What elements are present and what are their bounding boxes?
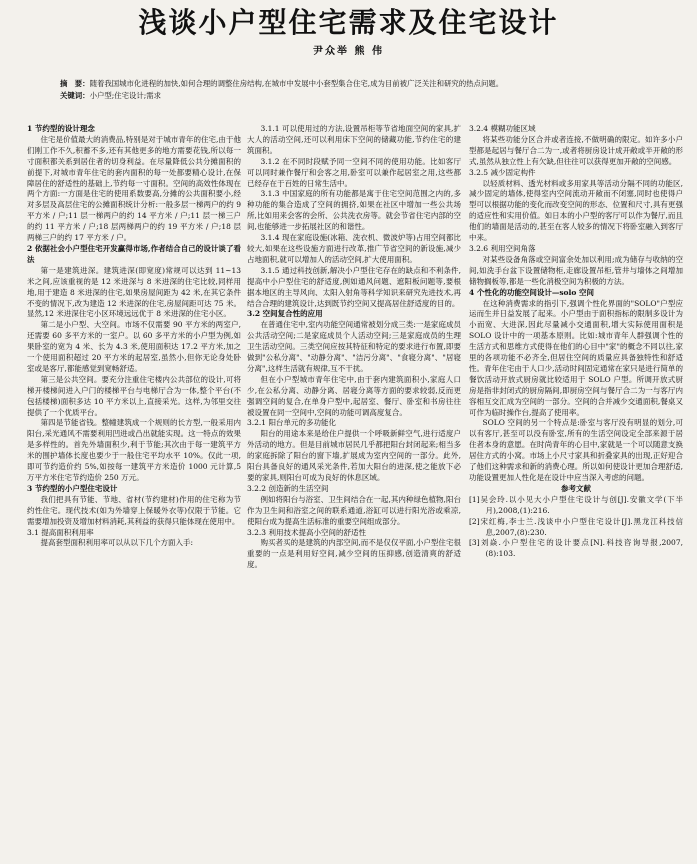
paper-title: 浅谈小户型住宅需求及住宅设计	[138, 6, 559, 39]
section-heading: 3.2 空间复合性的应用	[247, 309, 323, 319]
section-heading: 3.2.5 减少固定构件	[469, 167, 536, 177]
paragraph: 我们把具有节能、节地、省材(节约建材)作用的住宅称为节约性住宅。现代技术(如为外墙穿上保暖外衣等)仅限于节能。它需要增加投资及增加材料消耗,其利益的获得只能体现在使用中。	[27, 494, 241, 526]
paragraph: 3.1.5 通过科技创新,解决小户型住宅存在的缺点和不利条件,提高中小户型住宅的舒适度,例如通风问题、遮阳板问题等,要根据本地区的主导风向、太阳入射角等科学知识来研究先进技术,再结合合理的建筑设计,达到既节约空间又提高居住舒适度的目的。	[247, 265, 461, 308]
abstract-label: 摘 要：	[60, 79, 90, 88]
paragraph: SOLO 空间的另一个特点是:卧室与客厅没有明显的划分,可以有客厅,甚至可以没有卧室,所有的生活空间设定全部来源于居住者本身的意愿。在时尚青年的心目中,家就是一个可以随意支换居住方式的小窝。市场上小尺寸家具和折叠家具的出现,正好迎合了他们这种需求和新的消费心理。所以如何使设计更加合理舒适,功能设置更加人性化是在设计中应当深入考虑的问题。	[469, 418, 683, 482]
paragraph: 但在小户型城市青年住宅中,由于套内建筑面积小,家庭人口少,在公私分离、动静分离、居寝分离等方面的要求较弱,反而更强调空间的复合,在单身户型中,起居室、餐厅、卧室和书房往往被设置在同一空间中,空间的功能可调高度复合。	[247, 374, 461, 417]
reference-item: [2]宋红梅,李士兰.浅谈中小户型住宅设计[J].黑龙江科技信息,2007,(8):230.	[469, 516, 683, 537]
paragraph: 第一是建筑进深。建筑进深(即宽度)常规可以达到 11~13 米之间,应该重视的是 12 米进深与 8 米进深的住宅比较,同样用地,用于建造 8 米进深的住宅,如果房屋间距为 42 米,在其它条件不变的情况下,改为建造 12 米进深的住宅,房屋间距可达 75 米。显然,12 米进深住宅小区环境远远优于 8 米进深的住宅小区。	[27, 265, 241, 319]
paragraph: 3.1.1 可以使用过的方法,设置吊柜等节省地面空间的家具,扩大人的活动空间,还可以利用床下空间的储藏功能,节约住宅的建筑面积。	[247, 124, 461, 155]
section-heading: 3.2.3 利用技术提高小空间的舒适性	[247, 527, 366, 537]
column-3	[469, 124, 683, 864]
paragraph: 将某些功能分区合并或者连接,不做明确的限定。如许多小户型都是起居与餐厅合二为一,或者将厨房设计成开敞或半开敞的形式,虽然从独立性上有欠缺,但往往可以获得更加开敞的空间感。	[469, 134, 683, 166]
section-heading: 参考文献	[561, 483, 591, 493]
authors: 尹众举 熊 伟	[313, 46, 384, 57]
column-1	[27, 124, 241, 864]
section-heading: 4 个性化的功能空间设计—solo 空间	[469, 287, 595, 297]
keywords	[60, 91, 650, 102]
paragraph: 住宅是价值最大的消费品,特别是对于城市青年的住宅,由于他们刚工作不久,积蓄不多,还有其他更多的地方需要花钱,所以每一寸面积都关系到居住者的切身利益。在尽量降低公共分摊面积的前提下,对城市青年住宅的套内面积的每一处都要精心设计,在保障居住的舒适性的基础上,节约每一寸面积。空间的高效性体现在两个方面:一方面是住宅的使用系数要高,分摊的公共面积要小,经对多层及高层住宅的公摊面积统计分析:一般多层一梯两户的约 9 平方米 / 户;11 层一梯两户的约 14 平方米 / 户;11 层一梯三户的约 11 平方米 / 户;18 层两梯两户的约 19 平方米 / 户;18 层两梯三户的约 17 平方米 / 户。	[27, 134, 241, 243]
paragraph: 在普通住宅中,室内功能空间通常被划分成三类:一是家庭成员公共活动空间;二是家庭成员个人活动空间;三是家庭成员的生理卫生活动空间。三类空间应按其特征和特定的要求进行布置,即要做到"公私分离"、"动静分离"、"洁污分离"、"食寝分离"、"居寝分离",这样生活就有规律,互不干扰。	[247, 320, 461, 373]
keywords-label: 关键词：	[60, 91, 90, 100]
keywords-text: 小户型;住宅设计;需求	[89, 91, 162, 100]
paragraph: 3.1.4 现在家庭设施(冰箱、洗衣机、微波炉等)占用空间都比较大,如果在这些设施方面进行改革,推广节省空间的新设施,减少占地面积,就可以增加人的活动空间,扩大使用面积。	[247, 233, 461, 264]
reference-item: [1]吴会玲.以小见大小户型住宅设计与创[J].安徽文学(下半月),2008,(1):216.	[469, 494, 683, 515]
abstract	[60, 79, 650, 90]
paragraph: 购买者买的是建筑的内部空间,而不是仅仅平面,小户型住宅很重要的一点是利用好空间,减少空间的压抑感,创造清爽的舒适度。	[247, 538, 461, 570]
reference-item: [3]刘焱.小户型住宅的设计要点[N].科技咨询导报,2007,(8):103.	[469, 538, 683, 559]
paragraph: 3.1.2 在不同时段赋予同一空间不同的使用功能。比如客厅可以同时兼作餐厅和会客之用,卧室可以兼作起居室之用,这些都已经存在于百姓的日常生活中。	[247, 156, 461, 188]
paragraph: 对某些设备角落或空间富余处加以利用;成为储存与收纳的空间,如洗手台盆下设置储物柜,走廊设置吊柜,管井与墙体之间增加储物搁板等,都是一些化消极空间为积极的方法。	[469, 254, 683, 286]
paragraph: 以轻质材料、透光材料或多用家具等活动分隔不同的功能区,减少固定的墙体,使得室内空间流动开敞而不闭塞,同时也使得户型可以根据功能的变化而改变空间的形态、位置和尺寸,具有更强的适应性和实用价值。如日本的小户型的客厅可以作为餐厅,而且他们的墙面是活动的,甚至在客人较多的情况下将卧室融入到客厅中来。	[469, 178, 683, 243]
paragraph: 第三是公共空间。要充分注重住宅楼内公共部位的设计,可将梯开楼梯间进入户门的楼梯平台与电梯厅合为一体,整个平台(不包括楼梯)面积多达 10 平方米以上,直接采光。这样,为邻里交往提供了一个优质平台。	[27, 374, 241, 417]
paragraph: 3.1.3 中国家庭的所有功能都是寓于住宅空间范围之内的,多种功能的集合造成了空间的拥挤,如果在社区中增加一些公共场所,比如用来会客的会所、公共洗衣房等。就会节省住宅内部的空间,也能够进一步拓展社区的和谐性。	[247, 189, 461, 232]
paragraph: 第四是节能省钱。整幢建筑成一个规则的长方型,一般采用内阳台,采光通风不需要利用凹进或凸出就能实现。这一特点的效果是多样性的。首先外墙面积少,利于节能;其次由于每一建筑平方米的围护墙体长度也要少于一般住宅平均水平 10%。仅此一项,即可节约造价约 5%,如按每一建筑平方米造价 1000 元计算,5 万平方米住宅节约造价 250 万元。	[27, 418, 241, 482]
paragraph: 在这种消费需求的指引下,强调个性化界面的"SOLO"户型应运而生并日益发展了起来。小户型由于面积指标的限制多设计为小而宽、大进深,因此尽量减小交通面积,增大实际使用面积是 SOLO 设计中的一项基本原则。比如:城市青年人群强调个性的生活方式和思维方式使得在他们的心目中"家"的概念不同以往,家里的各项功能不必齐全,但居住空间的质量应具备独特性和舒适性。青年住宅由于人口少,活动时间固定通常在家只是进行简单的餐饮活动开放式厨房就比较适用于 SOLO 户型。所调开放式厨房是指非封闭式的厨房隔间,即厨房空间与餐厅合二为一与客厅内容相互交汇成为空间的一部分。空间的合并减少交通面积,餐桌又可作为临时操作台,提高了使用率。	[469, 298, 683, 417]
section-heading: 3.1 提高面积利用率	[27, 527, 94, 537]
paragraph: 第二是小户型、大空间。市场不仅需要 90 平方米的两室户,还需要 60 多平方米的一室户。以 60 多平方米的小户型为例,如果卧室的宽为 4 米、长为 4.3 米,使用面积达 17.2 平方米,加之一个使用面积超过 20 平方米的起居室,虽然小,但你无论身处卧室或是客厅,都能感觉到宽畅舒适。	[27, 320, 241, 373]
section-heading: 3.2.1 阳台单元的多功能化	[247, 418, 336, 428]
section-heading: 3 节约型的小户型住宅设计	[27, 483, 118, 493]
section-heading: 1 节约型的设计理念	[27, 124, 95, 133]
section-heading: 3.2.4 模糊功能区域	[469, 124, 536, 133]
section-heading: 3.2.6 利用空间角落	[469, 243, 536, 253]
section-heading: 2 依据社会小户型住宅开发赢得市场,作者结合自己的设计谈了看法	[27, 243, 241, 264]
section-heading: 3.2.2 创造新的生活空间	[247, 483, 329, 493]
paragraph: 提高套型面积利用率可以从以下几个方面入手:	[40, 538, 194, 548]
abstract-text: 随着我国城市化进程的加快,如何合理的调整住房结构,在城市中发展中小套型集合住宅,成为目前被广泛关注和研究的热点问题。	[89, 79, 504, 88]
paragraph: 例如将阳台与浴室、卫生间结合在一起,其内种绿色植物,阳台作为卫生间和浴室之间的联系通道,浴缸可以进行阳光浴或乘凉,使阳台成为提高生活标准的重要空间组成部分。	[247, 494, 461, 526]
column-2	[247, 124, 461, 864]
paragraph: 阳台的用途本来是给住户提供一个呼吸新鲜空气,进行适度户外活动的地方。但是目前城市居民几乎都把阳台封闭起来;相当多的家庭拆除了阳台的窗下墙,扩展成为室内空间的一部分。此外,阳台具备良好的通风采光条件,若加大阳台的进深,使之能放下必要的家具,则阳台可成为良好的休息区域。	[247, 429, 461, 482]
